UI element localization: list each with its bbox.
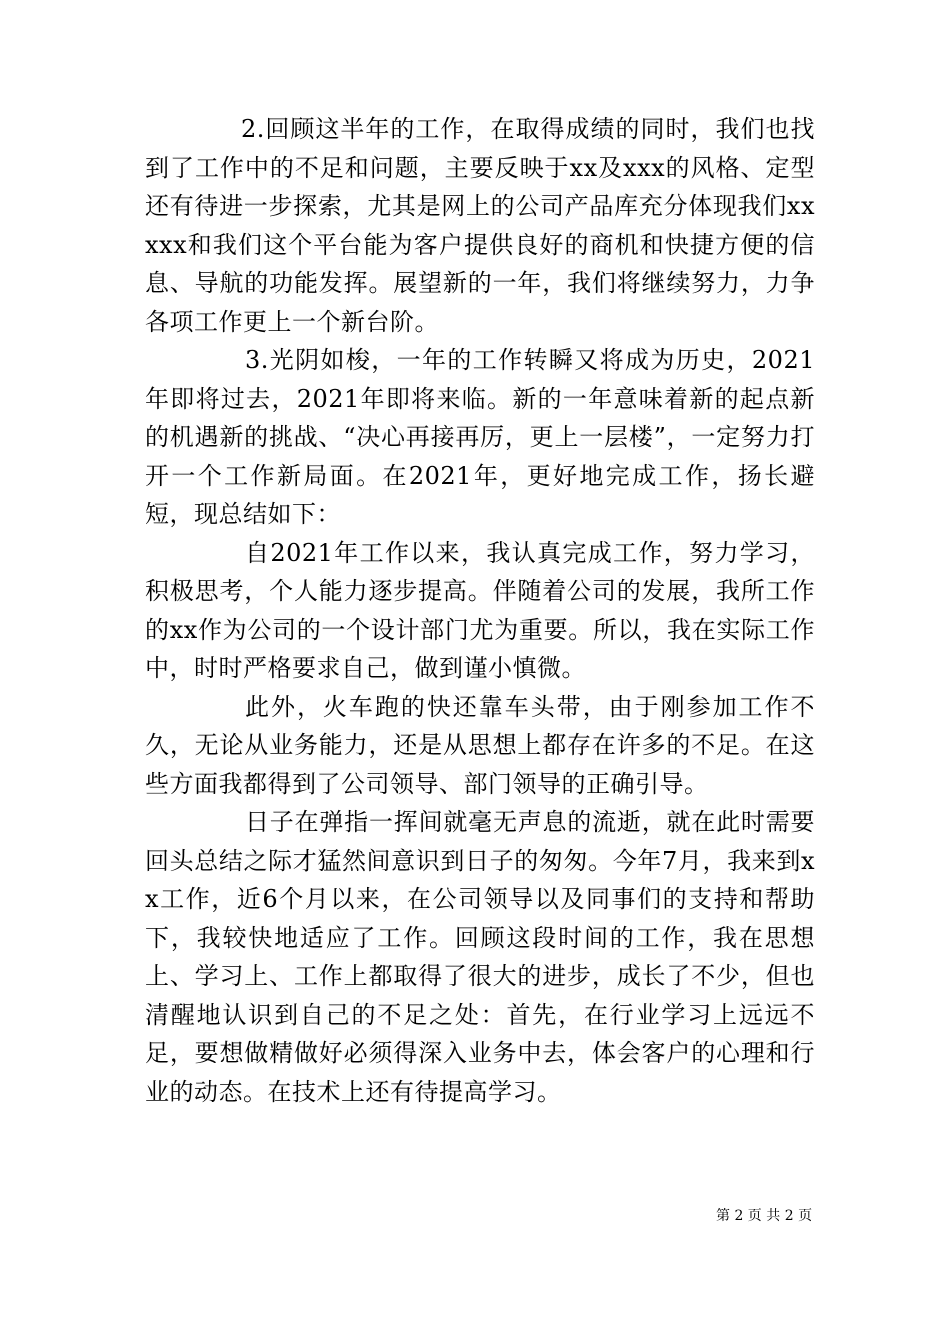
paragraph-days-pass: 日子在弹指一挥间就毫无声息的流逝，就在此时需要回头总结之际才猛然间意识到日子的匆匆。今年7月，我来到xx工作，近6个月以来，在公司领导以及同事们的支持和帮助下，我较快地适应了工作。回顾这段时间的工作，我在思想上、学习上、工作上都取得了很大的进步，成长了不少，但也清醒地认识到自己的不足之处：首先，在行业学习上远远不足，要想做精做好必须得深入业务中去，体会客户的心理和行业的动态。在技术上还有待提高学习。 — [145, 808, 815, 1106]
paragraph-2: 2.回顾这半年的工作，在取得成绩的同时，我们也找到了工作中的不足和问题，主要反映于xx及xxx的风格、定型还有待进一步探索，尤其是网上的公司产品库充分体现我们xxxxx和我们这个平台能为客户提供良好的商机和快捷方便的信息、导航的功能发挥。展望新的一年，我们将继续努力，力争各项工作更上一个新台阶。 — [145, 115, 815, 336]
document-body — [145, 110, 815, 1111]
paragraph-3: 3.光阴如梭，一年的工作转瞬又将成为历史，2021年即将过去，2021年即将来临。新的一年意味着新的起点新的机遇新的挑战、“决心再接再厉，更上一层楼”，一定努力打开一个工作新局面。在2021年，更好地完成工作，扬长避短，现总结如下： — [145, 346, 815, 528]
paragraph-since-2021: 自2021年工作以来，我认真完成工作，努力学习，积极思考，个人能力逐步提高。伴随着公司的发展，我所工作的xx作为公司的一个设计部门尤为重要。所以，我在实际工作中，时时严格要求自己，做到谨小慎微。 — [145, 538, 815, 682]
paragraph-furthermore: 此外，火车跑的快还靠车头带，由于刚参加工作不久，无论从业务能力，还是从思想上都存在许多的不足。在这些方面我都得到了公司领导、部门领导的正确引导。 — [145, 692, 815, 798]
page-footer: 第 2 页 共 2 页 — [716, 1208, 813, 1224]
